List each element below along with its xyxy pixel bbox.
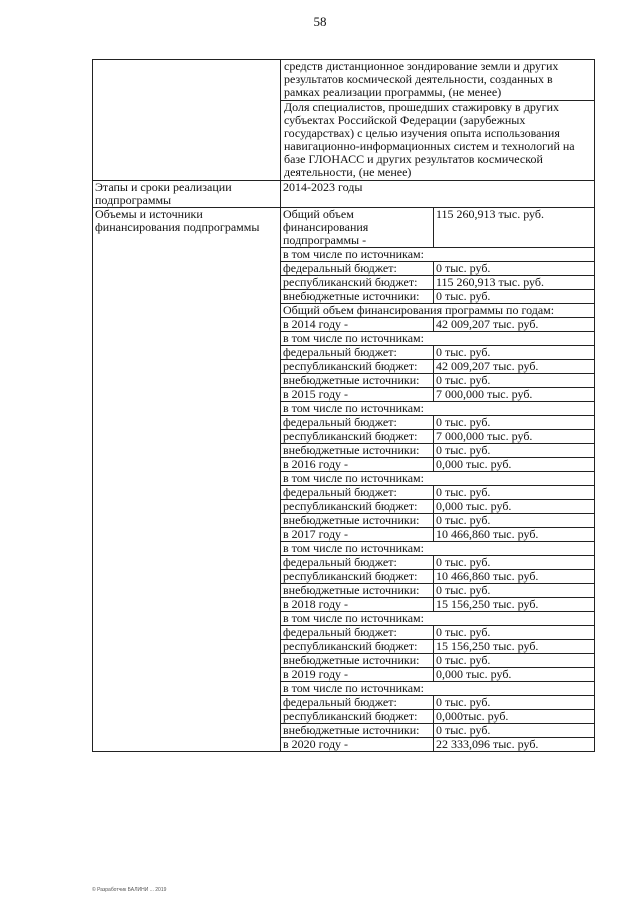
- funding-source-label: в 2017 году -: [281, 528, 434, 542]
- funding-amount: 0 тыс. руб.: [434, 444, 595, 458]
- funding-table-row: [281, 598, 594, 612]
- funding-amount: 7 000,000 тыс. руб.: [434, 388, 595, 402]
- funding-table-row: [281, 304, 594, 318]
- funding-table-row: [281, 556, 594, 570]
- funding-table-row: [281, 696, 594, 710]
- funding-amount: 0 тыс. руб.: [434, 416, 595, 430]
- stages-label: Этапы и сроки реализации подпрограммы: [93, 181, 281, 208]
- funding-table-row: [281, 738, 594, 752]
- funding-table-row: [281, 290, 594, 304]
- funding-subheading: в том числе по источникам:: [281, 682, 594, 696]
- funding-amount: 15 156,250 тыс. руб.: [434, 640, 595, 654]
- funding-source-label: в 2014 году -: [281, 318, 434, 332]
- funding-table-row: [281, 626, 594, 640]
- funding-table-row: [281, 360, 594, 374]
- page-number: 58: [313, 14, 327, 29]
- funding-amount: 0 тыс. руб.: [434, 262, 595, 276]
- funding-table-row: [281, 542, 594, 556]
- funding-subheading: Общий объем финансирования программы по годам:: [281, 304, 594, 318]
- funding-table-row: [281, 430, 594, 444]
- funding-amount: 0,000 тыс. руб.: [434, 500, 595, 514]
- funding-table-row: [281, 640, 594, 654]
- stages-value: 2014-2023 годы: [281, 181, 595, 208]
- funding-source-label: внебюджетные источники:: [281, 514, 434, 528]
- funding-amount: 42 009,207 тыс. руб.: [434, 360, 595, 374]
- funding-table-row: [281, 318, 594, 332]
- funding-table-row: [281, 262, 594, 276]
- funding-table-row: [281, 584, 594, 598]
- funding-subheading: в том числе по источникам:: [281, 472, 594, 486]
- funding-source-label: внебюджетные источники:: [281, 444, 434, 458]
- funding-table-row: [281, 724, 594, 738]
- funding-amount: 0,000тыс. руб.: [434, 710, 595, 724]
- funding-source-label: республиканский бюджет:: [281, 430, 434, 444]
- indicator-text: Доля специалистов, прошедших стажировку в других субъектах Российской Федерации (зарубежных государствах) с целью изучения опыта использования навигационно-информационных систем и технологий на базе ГЛОНАСС и других результатов космической деятельности, (не менее): [281, 100, 594, 180]
- funding-subheading: в том числе по источникам:: [281, 402, 594, 416]
- funding-amount: 0 тыс. руб.: [434, 290, 595, 304]
- funding-table-row: [281, 528, 594, 542]
- funding-amount: 10 466,860 тыс. руб.: [434, 528, 595, 542]
- funding-source-label: в 2015 году -: [281, 388, 434, 402]
- funding-amount: 0 тыс. руб.: [434, 556, 595, 570]
- indicator-text: средств дистанционное зондирование земли и других результатов космической деятельности, созданных в рамках реализации программы, (не менее): [284, 59, 559, 99]
- funding-table-row: [281, 570, 594, 584]
- funding-amount: 115 260,913 тыс. руб.: [434, 208, 595, 248]
- funding-amount: 0 тыс. руб.: [434, 584, 595, 598]
- passport-table: [92, 59, 595, 752]
- funding-table-row: [281, 346, 594, 360]
- funding-source-label: федеральный бюджет:: [281, 416, 434, 430]
- funding-amount: 0 тыс. руб.: [434, 486, 595, 500]
- funding-table-row: [281, 332, 594, 346]
- footer-note: © Разработчик БАЛИНИ ... 2019: [92, 887, 167, 893]
- funding-amount: 7 000,000 тыс. руб.: [434, 430, 595, 444]
- stages-row: [93, 181, 595, 208]
- funding-table-row: [281, 682, 594, 696]
- funding-source-label: республиканский бюджет:: [281, 360, 434, 374]
- funding-table-row: [281, 654, 594, 668]
- funding-amount: 0 тыс. руб.: [434, 374, 595, 388]
- funding-table-row: [281, 710, 594, 724]
- funding-amount: 0,000 тыс. руб.: [434, 458, 595, 472]
- funding-source-label: федеральный бюджет:: [281, 262, 434, 276]
- funding-source-label: республиканский бюджет:: [281, 640, 434, 654]
- funding-amount: 22 333,096 тыс. руб.: [434, 738, 595, 752]
- funding-amount: 115 260,913 тыс. руб.: [434, 276, 595, 290]
- funding-amount: 0,000 тыс. руб.: [434, 668, 595, 682]
- funding-table-row: [281, 248, 594, 262]
- funding-source-label: внебюджетные источники:: [281, 584, 434, 598]
- funding-amount: 0 тыс. руб.: [434, 514, 595, 528]
- funding-amount: 0 тыс. руб.: [434, 724, 595, 738]
- funding-source-label: внебюджетные источники:: [281, 724, 434, 738]
- funding-amount: 10 466,860 тыс. руб.: [434, 570, 595, 584]
- funding-source-label: Общий объем финансирования подпрограммы -: [281, 208, 434, 248]
- funding-table-row: [281, 402, 594, 416]
- funding-amount: 15 156,250 тыс. руб.: [434, 598, 595, 612]
- funding-source-label: федеральный бюджет:: [281, 486, 434, 500]
- funding-table-row: [281, 486, 594, 500]
- funding-amount: 0 тыс. руб.: [434, 654, 595, 668]
- funding-table-row: [281, 472, 594, 486]
- funding-source-label: внебюджетные источники:: [281, 654, 434, 668]
- funding-source-label: федеральный бюджет:: [281, 556, 434, 570]
- funding-table-row: [281, 458, 594, 472]
- funding-table-row: [281, 500, 594, 514]
- funding-row: [93, 208, 595, 752]
- funding-table-row: [281, 612, 594, 626]
- funding-source-label: республиканский бюджет:: [281, 570, 434, 584]
- funding-table-row: [281, 208, 594, 248]
- funding-source-label: федеральный бюджет:: [281, 346, 434, 360]
- funding-table-row: [281, 668, 594, 682]
- funding-source-label: внебюджетные источники:: [281, 290, 434, 304]
- funding-label: Объемы и источники финансирования подпрограммы: [93, 208, 281, 752]
- funding-source-label: республиканский бюджет:: [281, 276, 434, 290]
- indicators-cell: [281, 60, 595, 181]
- indicators-left-cell: [93, 60, 281, 181]
- funding-table-row: [281, 276, 594, 290]
- funding-subheading: в том числе по источникам:: [281, 248, 594, 262]
- funding-amount: 42 009,207 тыс. руб.: [434, 318, 595, 332]
- funding-source-label: республиканский бюджет:: [281, 500, 434, 514]
- funding-amount: 0 тыс. руб.: [434, 626, 595, 640]
- funding-source-label: в 2019 году -: [281, 668, 434, 682]
- funding-amount: 0 тыс. руб.: [434, 346, 595, 360]
- funding-table-row: [281, 514, 594, 528]
- funding-source-label: в 2018 году -: [281, 598, 434, 612]
- funding-table-row: [281, 374, 594, 388]
- funding-source-label: в 2020 году -: [281, 738, 434, 752]
- funding-source-label: федеральный бюджет:: [281, 626, 434, 640]
- indicators-row: [93, 60, 595, 181]
- funding-amount: 0 тыс. руб.: [434, 696, 595, 710]
- funding-table: [281, 208, 594, 751]
- funding-table-row: [281, 444, 594, 458]
- funding-subheading: в том числе по источникам:: [281, 542, 594, 556]
- funding-table-row: [281, 388, 594, 402]
- funding-table-row: [281, 416, 594, 430]
- funding-subheading: в том числе по источникам:: [281, 612, 594, 626]
- funding-source-label: федеральный бюджет:: [281, 696, 434, 710]
- funding-cell: [281, 208, 595, 752]
- funding-source-label: республиканский бюджет:: [281, 710, 434, 724]
- funding-subheading: в том числе по источникам:: [281, 332, 594, 346]
- funding-source-label: в 2016 году -: [281, 458, 434, 472]
- funding-source-label: внебюджетные источники:: [281, 374, 434, 388]
